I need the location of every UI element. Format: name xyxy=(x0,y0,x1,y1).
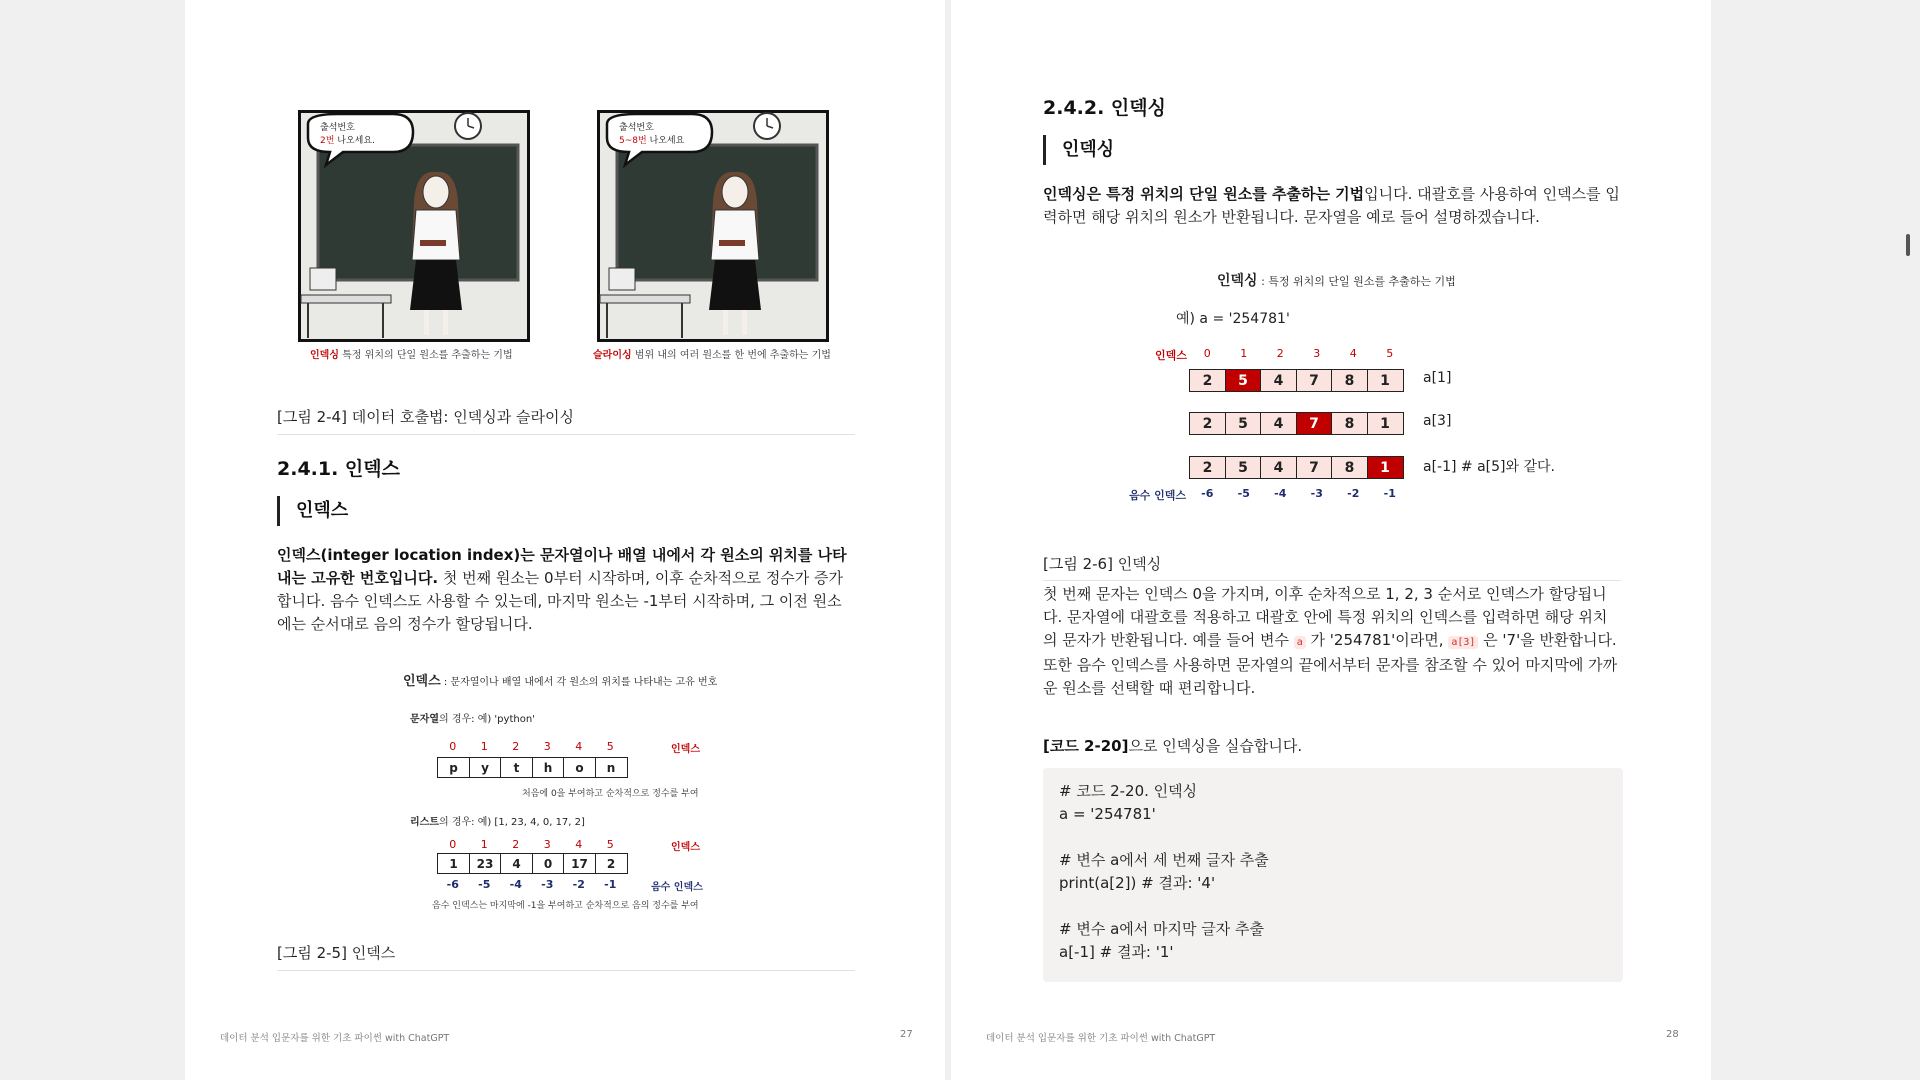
negative-index-label: 음수 인덱스 xyxy=(1129,489,1186,502)
code-line: a[-1] # 결과: '1' xyxy=(1059,943,1174,961)
page-number: 28 xyxy=(1666,1029,1679,1040)
string-cells xyxy=(437,757,628,778)
cell: n xyxy=(595,757,628,778)
cell: 4 xyxy=(1260,369,1297,392)
code-line: a = '254781' xyxy=(1059,805,1156,823)
divider xyxy=(277,434,855,435)
cell: h xyxy=(532,757,565,778)
indexing-row-2 xyxy=(1189,412,1404,435)
cell: 4 xyxy=(1260,456,1297,479)
divider xyxy=(1043,580,1621,581)
cell: 1 xyxy=(1367,412,1404,435)
list-index-row: 0 1 2 3 4 5 xyxy=(449,838,614,851)
figure-caption: [그림 2-5] 인덱스 xyxy=(277,944,396,962)
code-block xyxy=(1043,768,1623,982)
string-index-row: 0 1 2 3 4 5 xyxy=(449,740,614,753)
cell: 7 xyxy=(1296,456,1333,479)
cell: 2 xyxy=(1189,456,1226,479)
cell: 4 xyxy=(1260,412,1297,435)
code-line: print(a[2]) # 결과: '4' xyxy=(1059,874,1216,892)
code-line xyxy=(1059,826,1607,849)
cell: 17 xyxy=(563,853,596,874)
figure-title: 인덱싱 : 특정 위치의 단일 원소를 추출하는 기법 xyxy=(1217,273,1456,289)
code-line: # 변수 a에서 세 번째 글자 추출 xyxy=(1059,851,1269,869)
example-text: 예) a = '254781' xyxy=(1176,311,1290,327)
row-label: a[3] xyxy=(1423,413,1452,429)
scrollbar-thumb[interactable] xyxy=(1906,234,1910,256)
section-title: 2.4.1. 인덱스 xyxy=(277,458,400,480)
cell: o xyxy=(563,757,596,778)
divider xyxy=(277,970,855,971)
sub-title: 인덱싱 xyxy=(1043,135,1114,165)
inline-code: a xyxy=(1294,636,1306,649)
indexing-illustration xyxy=(298,110,530,342)
figure-caption: [그림 2-4] 데이터 호출법: 인덱싱과 슬라이싱 xyxy=(277,408,574,426)
negative-note: 음수 인덱스는 마지막에 -1을 부여하고 순차적으로 음의 정수를 부여 xyxy=(432,901,699,911)
cell: 5 xyxy=(1225,412,1262,435)
highlighted-cell: 1 xyxy=(1367,456,1404,479)
panel-caption-slicing: 슬라이싱 범위 내의 여러 원소를 한 번에 추출하는 기법 xyxy=(593,350,831,361)
highlighted-cell: 7 xyxy=(1296,412,1333,435)
code-line xyxy=(1059,895,1607,918)
highlighted-cell: 5 xyxy=(1225,369,1262,392)
speech-bubble: 출석번호 2번 나오세요. xyxy=(320,123,375,146)
index-label: 인덱스 xyxy=(671,842,700,853)
figure-caption: [그림 2-6] 인덱싱 xyxy=(1043,555,1162,573)
row-label: a[-1] # a[5]와 같다. xyxy=(1423,459,1555,475)
cell: 1 xyxy=(1367,369,1404,392)
code-line: # 코드 2-20. 인덱싱 xyxy=(1059,782,1198,800)
sub-title: 인덱스 xyxy=(277,496,348,526)
cell: 4 xyxy=(500,853,533,874)
page-footer: 데이터 분석 입문자를 위한 기초 파이썬 with ChatGPT xyxy=(986,1033,1216,1044)
section-title: 2.4.2. 인덱싱 xyxy=(1043,97,1166,119)
cell: 8 xyxy=(1331,412,1368,435)
cell: 8 xyxy=(1331,456,1368,479)
string-note: 처음에 0을 부여하고 순차적으로 정수를 부여 xyxy=(522,789,699,799)
inline-code: a[3] xyxy=(1448,636,1478,649)
index-label: 인덱스 xyxy=(671,744,700,755)
code-line: # 변수 a에서 마지막 글자 추출 xyxy=(1059,920,1264,938)
cell: 23 xyxy=(469,853,502,874)
panel-caption-indexing: 인덱싱 특정 위치의 단일 원소를 추출하는 기법 xyxy=(310,350,513,361)
figure-title: 인덱스 : 문자열이나 배열 내에서 각 원소의 위치를 나타내는 고유 번호 xyxy=(403,674,718,689)
negative-index-row: -6 -5 -4 -3 -2 -1 xyxy=(446,878,617,891)
list-case-label: 리스트의 경우: 예) [1, 23, 4, 0, 17, 2] xyxy=(410,817,585,828)
page-number: 27 xyxy=(900,1029,913,1040)
cell: 1 xyxy=(437,853,470,874)
index-label: 인덱스 xyxy=(1155,349,1187,362)
page-28 xyxy=(951,0,1711,1080)
cell: y xyxy=(469,757,502,778)
negative-index-label: 음수 인덱스 xyxy=(651,882,703,893)
indexing-row-1 xyxy=(1189,369,1404,392)
cell: p xyxy=(437,757,470,778)
slicing-illustration xyxy=(597,110,829,342)
paragraph: 첫 번째 문자는 인덱스 0을 가지며, 이후 순차적으로 1, 2, 3 순서로 인덱스가 할당됩니다. 문자열에 대괄호를 적용하고 대괄호 안에 특정 위치의 인덱스를 입력하면 해당 위치의 문자가 반환됩니다. 예를 들어 변수 a 가 '254781'이라면, a[3] 은 '7'을 반환합니다. 또한 음수 인덱스를 사용하면 문자열의 끝에서부터 문자를 참조할 수 있어 마지막에 가까운 원소를 선택할 때 편리합니다. xyxy=(1043,585,1618,697)
string-case-label: 문자열의 경우: 예) 'python' xyxy=(410,714,535,725)
fig26-index-row: 0 1 2 3 4 5 xyxy=(1203,347,1394,360)
code-intro: [코드 2-20]으로 인덱싱을 실습합니다. xyxy=(1043,737,1303,755)
paragraph: 인덱스(integer location index)는 문자열이나 배열 내에서 각 원소의 위치를 나타내는 고유한 번호입니다. 첫 번째 원소는 0부터 시작하며, 이후 순차적으로 정수가 증가합니다. 음수 인덱스도 사용할 수 있는데, 마지막 원소는 -1부터 시작하며, 그 이전 원소에는 순서대로 음의 정수가 할당됩니다. xyxy=(277,546,847,633)
paragraph: 인덱싱은 특정 위치의 단일 원소를 추출하는 기법입니다. 대괄호를 사용하여 인덱스를 입력하면 해당 위치의 원소가 반환됩니다. 문자열을 예로 들어 설명하겠습니다. xyxy=(1043,185,1620,226)
cell: 0 xyxy=(532,853,565,874)
page-footer: 데이터 분석 입문자를 위한 기초 파이썬 with ChatGPT xyxy=(220,1033,450,1044)
cell: 8 xyxy=(1331,369,1368,392)
cell: 7 xyxy=(1296,369,1333,392)
page-27 xyxy=(185,0,945,1080)
list-cells xyxy=(437,853,628,874)
cell: 2 xyxy=(1189,369,1226,392)
row-label: a[1] xyxy=(1423,370,1452,386)
cell: 2 xyxy=(595,853,628,874)
cell: 2 xyxy=(1189,412,1226,435)
cell: 5 xyxy=(1225,456,1262,479)
cell: t xyxy=(500,757,533,778)
speech-bubble: 출석번호 5~8번 나오세요 xyxy=(619,123,685,146)
fig26-negative-index-row: -6 -5 -4 -3 -2 -1 xyxy=(1201,487,1396,500)
indexing-row-3 xyxy=(1189,456,1404,479)
